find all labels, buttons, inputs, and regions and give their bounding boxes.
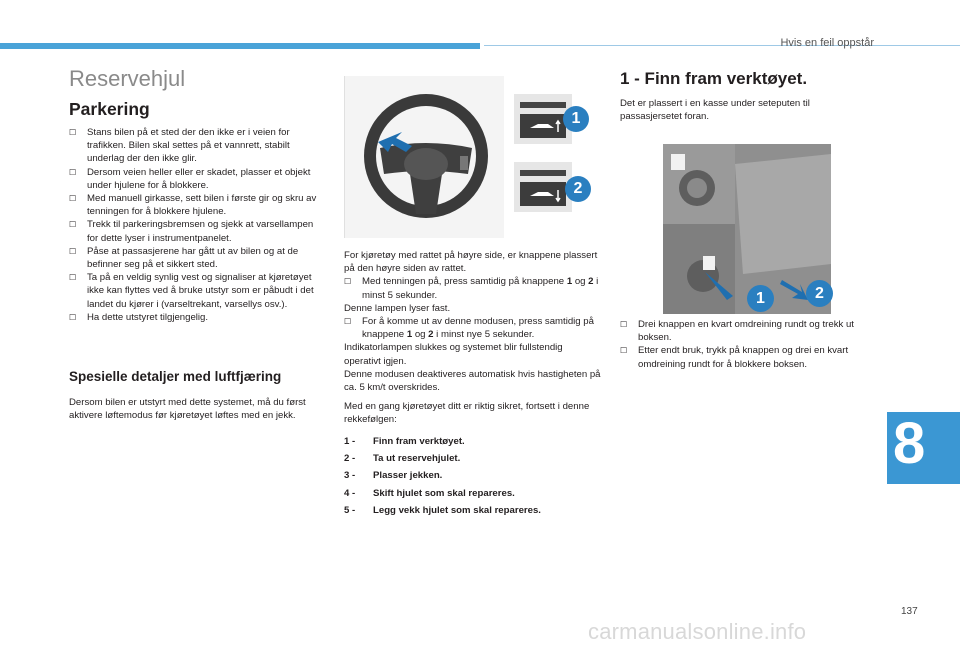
- checkbox-bullet-icon: ☐: [69, 128, 77, 137]
- middle-list-1: [344, 275, 602, 301]
- step-item: 4 - Skift hjulet som skal repareres.: [344, 487, 515, 499]
- deactivate-text: Denne modusen deaktiveres automatisk hvis hastigheten på ca. 5 km/t overskrides.: [344, 368, 601, 394]
- middle-list-2: [344, 315, 602, 341]
- section-title: Reservehjul: [69, 66, 186, 91]
- special-heading: Spesielle detaljer med luftfjæring: [69, 369, 282, 384]
- list-item: ☐ Dersom veien heller eller er skadet, plasser et objekt under hjulene for å blokkere.: [69, 166, 311, 191]
- tool-intro-container: [620, 97, 870, 123]
- list-item: ☐ Stans bilen på et sted der den ikke er i veien for trafikken. Bilen skal settes på et vannrett, stabilt underlag der den ikke glir.: [69, 127, 290, 165]
- parking-list-container: [69, 126, 325, 324]
- indicator-text: Indikatorlampen slukkes og systemet blir fullstendig operativt igjen.: [344, 342, 563, 367]
- tool-list-container: [620, 318, 878, 371]
- checkbox-bullet-icon: ☐: [69, 220, 77, 230]
- header-rule: [484, 45, 960, 46]
- checkbox-bullet-icon: ☐: [344, 277, 352, 287]
- checkbox-bullet-icon: ☐: [69, 273, 77, 283]
- list-item: ☐ Etter endt bruk, trykk på knappen og drei en kvart omdreining rundt for å blokkere boksen.: [620, 345, 849, 370]
- callout-badge: 2: [565, 176, 591, 202]
- list-item: ☐ Påse at passasjerene har gått ut av bilen og at de befinner seg på et sikkert sted.: [69, 245, 299, 271]
- tool-intro: Det er plassert i en kasse under seteputen til passasjersetet foran.: [620, 98, 810, 123]
- checkbox-bullet-icon: ☐: [620, 320, 628, 329]
- tool-heading: 1 - Finn fram verktøyet.: [620, 69, 808, 88]
- tool-list: [620, 318, 878, 371]
- list-item: ☐ Drei knappen en kvart omdreining rundt og trekk ut boksen.: [620, 319, 854, 344]
- step-item: 1 - Finn fram verktøyet.: [344, 435, 465, 447]
- step-item: 2 - Ta ut reservehjulet.: [344, 452, 461, 464]
- parking-heading: Parkering: [69, 99, 150, 119]
- callout-badge: 1: [747, 285, 774, 312]
- list-item: ☐ Ta på en veldig synlig vest og signaliser at kjøretøyet ikke kan flyttes ved å bruke utstyr som er påbudt i det landet du kjører i (varseltrekant, varsellys osv.).: [69, 272, 314, 310]
- checkbox-bullet-icon: ☐: [620, 346, 628, 356]
- button-2-illustration: [514, 162, 572, 212]
- sequence-text: Med en gang kjøretøyet ditt er riktig sikret, fortsett i denne rekkefølgen:: [344, 401, 590, 426]
- steps-list: [344, 435, 602, 521]
- middle-text: [344, 249, 602, 521]
- chapter-title: Hvis en feil oppstår: [780, 37, 874, 49]
- parking-list: [69, 126, 325, 324]
- special-text-container: [69, 396, 319, 422]
- callout-badge: 1: [563, 106, 589, 132]
- middle-intro: For kjøretøy med rattet på høyre side, er knappene plassert på den høyre siden av rattet.: [344, 250, 598, 275]
- list-item: ☐ For å komme ut av denne modusen, press samtidig på knappene 1 og 2 i minst nye 5 sekunder.: [344, 316, 594, 341]
- list-item: ☐ Med tenningen på, press samtidig på knappene 1 og 2 i minst 5 sekunder.: [344, 276, 599, 301]
- header-accent-bar: [0, 43, 480, 49]
- lamp-text: Denne lampen lyser fast.: [344, 302, 451, 314]
- watermark: carmanualsonline.info: [588, 619, 807, 644]
- list-item: ☐ Trekk til parkeringsbremsen og sjekk at varsellampen for dette lyser i instrumentpanelet.: [69, 219, 314, 244]
- page-number: 137: [901, 606, 918, 617]
- figure-divider: [344, 76, 345, 238]
- list-item: ☐ Med manuell girkasse, sett bilen i første gir og skru av tenningen for å blokkere hjulene.: [69, 193, 317, 218]
- list-item: ☐ Ha dette utstyret tilgjengelig.: [69, 311, 209, 323]
- chapter-tab: [887, 412, 960, 484]
- step-item: 3 - Plasser jekken.: [344, 470, 443, 482]
- checkbox-bullet-icon: ☐: [69, 167, 77, 177]
- chapter-number: 8: [893, 411, 926, 476]
- checkbox-bullet-icon: ☐: [69, 312, 77, 322]
- callout-badge: 2: [806, 280, 833, 307]
- checkbox-bullet-icon: ☐: [69, 246, 77, 256]
- special-text: Dersom bilen er utstyrt med dette systemet, må du først aktivere løftemodus før kjøretøyet løftes med en jekk.: [69, 397, 306, 422]
- checkbox-bullet-icon: ☐: [69, 194, 77, 204]
- checkbox-bullet-icon: ☐: [344, 317, 352, 327]
- steering-wheel-illustration: [344, 76, 504, 238]
- step-item: 5 - Legg vekk hjulet som skal repareres.: [344, 504, 541, 516]
